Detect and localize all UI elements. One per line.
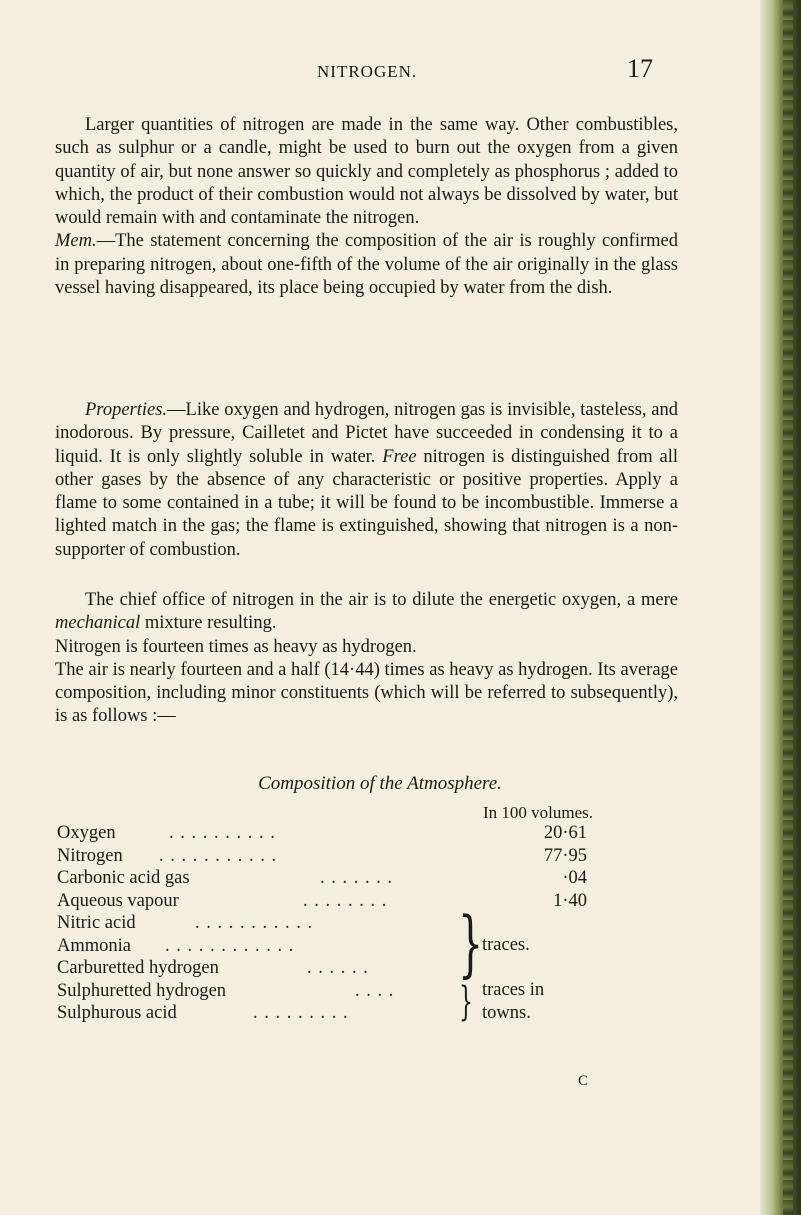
table-title: Composition of the Atmosphere.	[258, 773, 502, 794]
table-row	[57, 891, 697, 914]
page-edge-shadow	[760, 0, 801, 1215]
row-value: 20·61	[543, 823, 587, 843]
signature-mark: C	[578, 1073, 589, 1089]
towns-label-b: towns.	[482, 1003, 531, 1023]
table-row	[57, 958, 697, 981]
properties-text-a: —Like oxygen and hydrogen, nitrogen gas is invisible, tasteless, and inodorous. By pressure, Cailletet and Pictet have succeeded in condensing it to a liquid. It is only slightly soluble in water.	[55, 400, 678, 467]
chief-office-text-b: mixture resulting.	[140, 613, 277, 634]
paragraph-chief-office	[55, 589, 678, 729]
table-row	[57, 823, 697, 846]
row-name: Oxygen	[57, 823, 116, 843]
row-name: Sulphuretted hydrogen	[57, 980, 227, 1001]
paragraph-properties	[55, 399, 678, 562]
row-name: Nitrogen	[57, 845, 123, 866]
table-row	[57, 868, 697, 891]
leader-dots: . . . . . . . .	[303, 890, 388, 911]
page-title: NITROGEN.	[317, 62, 418, 81]
traces-label: traces.	[482, 935, 530, 955]
chief-office-text-a: The chief office of nitrogen in the air is to dilute the energetic oxygen, a mere	[85, 590, 678, 610]
row-value: ·04	[562, 868, 587, 888]
table-row	[57, 981, 697, 1004]
towns-label-a: traces in	[482, 980, 545, 1000]
leader-dots: . . . .	[355, 980, 395, 1001]
paragraph-larger-quantities	[55, 114, 678, 300]
leader-dots: . . . . . . . . .	[253, 1003, 349, 1023]
nitrogen-weight-line: Nitrogen is fourteen times as heavy as hydrogen.	[55, 636, 417, 657]
page-number: 17	[627, 54, 653, 83]
row-name: Carbonic acid gas	[57, 868, 190, 888]
row-name: Ammonia	[57, 935, 131, 956]
table-row	[57, 846, 697, 869]
leader-dots: . . . . . . . . . .	[169, 823, 276, 843]
table-column-header: In 100 volumes.	[483, 803, 594, 822]
leader-dots: . . . . . .	[307, 958, 369, 978]
mem-text: —The statement concerning the composition of the air is roughly confirmed in preparing nitrogen, about one-fifth of the volume of the air originally in the glass vessel having disappeared, its place being occupied by water from the dish.	[55, 231, 678, 299]
row-name: Aqueous vapour	[57, 890, 179, 911]
mechanical-word: mechanical	[55, 613, 141, 634]
row-name: Nitric acid	[57, 913, 136, 933]
composition-table	[57, 823, 697, 1026]
properties-text-b: nitrogen is distinguished from all other gases by the absence of any characteristic or positive properties. Apply a flame to some contained in a tube; it will be found to be incombustible. Immerse a lighted match in the gas; the flame is extinguished, showing that nitrogen is a non-supporter of combustion.	[55, 446, 678, 560]
leader-dots: . . . . . . . . . . .	[159, 845, 278, 866]
table-row	[57, 936, 697, 959]
row-name: Carburetted hydrogen	[57, 958, 219, 978]
air-weight-text: The air is nearly fourteen and a half (14·44) times as heavy as hydrogen. Its average composition, including minor constituents (which will be referred to subsequently), is as follows :—	[55, 659, 678, 727]
brace-towns: }	[459, 979, 473, 1025]
paragraph-text: Larger quantities of nitrogen are made in the same way. Other combustibles, such as sulphur or a candle, might be used to burn out the oxygen from a given quantity of air, but none answer so quickly and completely as phosphorus ; added to which, the product of their combustion would not always be dissolved by water, but would remain with and contaminate the nitrogen.	[55, 115, 678, 229]
row-value: 1·40	[553, 890, 587, 911]
row-name: Sulphurous acid	[57, 1003, 177, 1023]
leader-dots: . . . . . . . . . . . .	[165, 935, 295, 956]
table-row	[57, 913, 697, 936]
brace-traces: }	[458, 901, 484, 985]
free-word: Free	[382, 446, 417, 467]
leader-dots: . . . . . . . . . . .	[195, 913, 314, 933]
adjacent-page-edge	[783, 0, 793, 1215]
properties-label: Properties.	[85, 400, 168, 420]
leader-dots: . . . . . . .	[320, 868, 394, 888]
row-value: 77·95	[543, 845, 587, 866]
mem-label: Mem.	[55, 231, 97, 252]
table-row	[57, 1003, 697, 1026]
